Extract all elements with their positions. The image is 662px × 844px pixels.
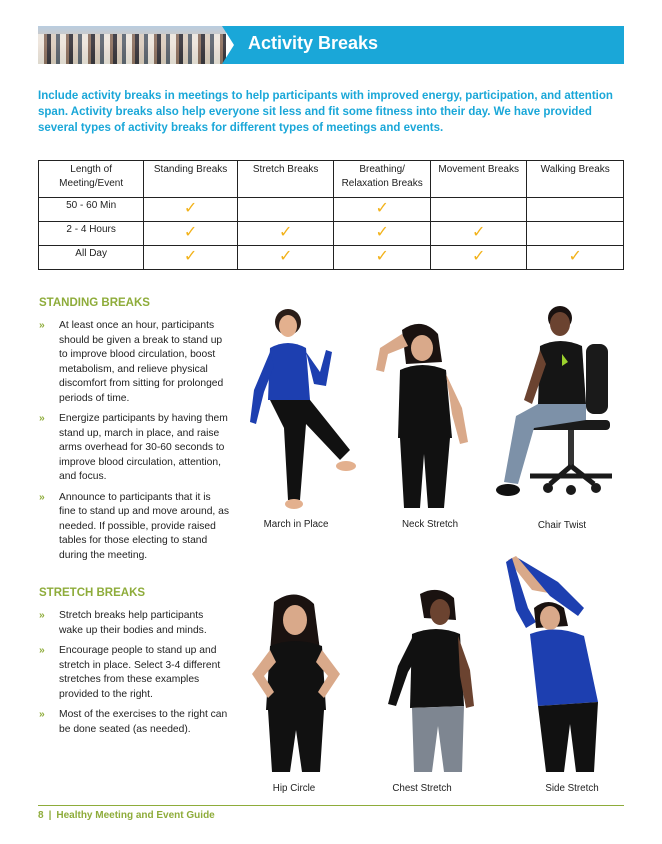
- crowd-image: [38, 34, 226, 64]
- bullet-text: At least once an hour, participants should be given a break to stand up to improve blood circulation, boost metabolism, and relieve physical discomfort from sitting for prolonged periods of time.: [59, 320, 224, 404]
- table-header: Standing Breaks: [144, 161, 238, 198]
- checkmark-icon: ✓: [375, 224, 389, 241]
- bullet-mark: »: [39, 320, 45, 331]
- march-in-place-photo: [240, 300, 360, 512]
- table-header: Stretch Breaks: [237, 161, 334, 198]
- bullet-text: Stretch breaks help participants wake up their bodies and minds.: [59, 610, 207, 636]
- table-header: Breathing/ Relaxation Breaks: [334, 161, 431, 198]
- list-item: [39, 319, 229, 406]
- footer-title: Healthy Meeting and Event Guide: [56, 810, 215, 821]
- page-footer: [38, 810, 215, 821]
- table-cell: [527, 246, 624, 270]
- table-cell: [144, 222, 238, 246]
- table-cell: [334, 246, 431, 270]
- checkmark-icon: ✓: [183, 200, 198, 217]
- side-stretch-photo: [498, 552, 608, 774]
- stretch-breaks-title: STRETCH BREAKS: [39, 587, 146, 599]
- hip-circle-photo: [240, 590, 350, 774]
- chest-stretch-photo: [378, 586, 478, 774]
- header-photo: [38, 26, 226, 64]
- page-number: 8: [38, 810, 44, 821]
- list-item: [39, 708, 229, 737]
- checkmark-icon: ✓: [471, 224, 486, 241]
- table-cell: [237, 222, 334, 246]
- checkmark-icon: ✓: [375, 248, 389, 265]
- caption-neck-stretch: Neck Stretch: [401, 519, 459, 530]
- table-cell: [527, 222, 624, 246]
- chair-twist-photo: [490, 304, 630, 504]
- table-cell: [527, 198, 624, 222]
- stretch-breaks-list: [39, 609, 229, 743]
- table-row: [39, 246, 624, 270]
- table-row: [39, 198, 624, 222]
- caption-chest-stretch: Chest Stretch: [392, 783, 452, 794]
- checkmark-icon: ✓: [278, 248, 293, 265]
- table-cell: [144, 198, 238, 222]
- bullet-mark: »: [39, 491, 45, 503]
- page-title: Activity Breaks: [248, 33, 379, 53]
- bullet-text: Most of the exercises to the right can be done seated (as needed).: [59, 709, 228, 735]
- row-label: All Day: [39, 246, 144, 270]
- caption-chair-twist: Chair Twist: [537, 520, 587, 531]
- checkmark-icon: ✓: [375, 200, 389, 217]
- footer-divider: [38, 805, 624, 806]
- bullet-text: Announce to participants that it is fine to stand up and move around, as needed. If possible, provide raised tables for those electing to stand during the meeting.: [59, 491, 230, 561]
- table-header: Walking Breaks: [527, 161, 624, 198]
- bullet-mark: »: [39, 709, 45, 720]
- table-cell: [430, 222, 527, 246]
- table-cell: [144, 246, 238, 270]
- breaks-table: [38, 160, 624, 270]
- bullet-text: Energize participants by having them stand up, march in place, and raise arms overhead for 30-60 seconds to improve blood circulation, attention, and focus.: [59, 413, 228, 482]
- list-item: [39, 491, 229, 564]
- table-cell: [334, 198, 431, 222]
- checkmark-icon: ✓: [183, 248, 198, 265]
- list-item: [39, 644, 229, 702]
- checkmark-icon: ✓: [183, 224, 198, 241]
- standing-breaks-list: [39, 319, 229, 569]
- table-header: Length of Meeting/Event: [39, 161, 144, 198]
- table-cell: [237, 246, 334, 270]
- checkmark-icon: ✓: [471, 248, 486, 265]
- footer-separator: |: [48, 810, 52, 821]
- bullet-mark: »: [39, 610, 45, 621]
- row-label: 50 - 60 Min: [39, 198, 144, 222]
- table-row: [39, 222, 624, 246]
- neck-stretch-photo: [372, 318, 482, 512]
- bullet-mark: »: [39, 413, 45, 424]
- bullet-text: Encourage people to stand up and stretch in place. Select 3-4 different stretches from these examples provided to the right.: [59, 645, 221, 700]
- table-cell: [237, 198, 334, 222]
- caption-hip-circle: Hip Circle: [272, 783, 316, 794]
- checkmark-icon: ✓: [568, 248, 582, 265]
- table-header-row: [39, 161, 624, 198]
- caption-march-in-place: March in Place: [263, 519, 329, 530]
- caption-side-stretch: Side Stretch: [545, 783, 599, 794]
- table-cell: [430, 198, 527, 222]
- checkmark-icon: ✓: [278, 224, 293, 241]
- table-cell: [334, 222, 431, 246]
- table-cell: [430, 246, 527, 270]
- row-label: 2 - 4 Hours: [39, 222, 144, 246]
- list-item: [39, 412, 229, 485]
- list-item: [39, 609, 229, 638]
- intro-paragraph: Include activity breaks in meetings to help participants with improved energy, participation, and attention span. Activity breaks also help everyone sit less and fit some fitness into their day. We have provided several types of activity breaks for different types of meetings and events.: [38, 90, 613, 134]
- table-header: Movement Breaks: [430, 161, 527, 198]
- standing-breaks-title: STANDING BREAKS: [39, 297, 150, 309]
- bullet-mark: »: [39, 645, 45, 656]
